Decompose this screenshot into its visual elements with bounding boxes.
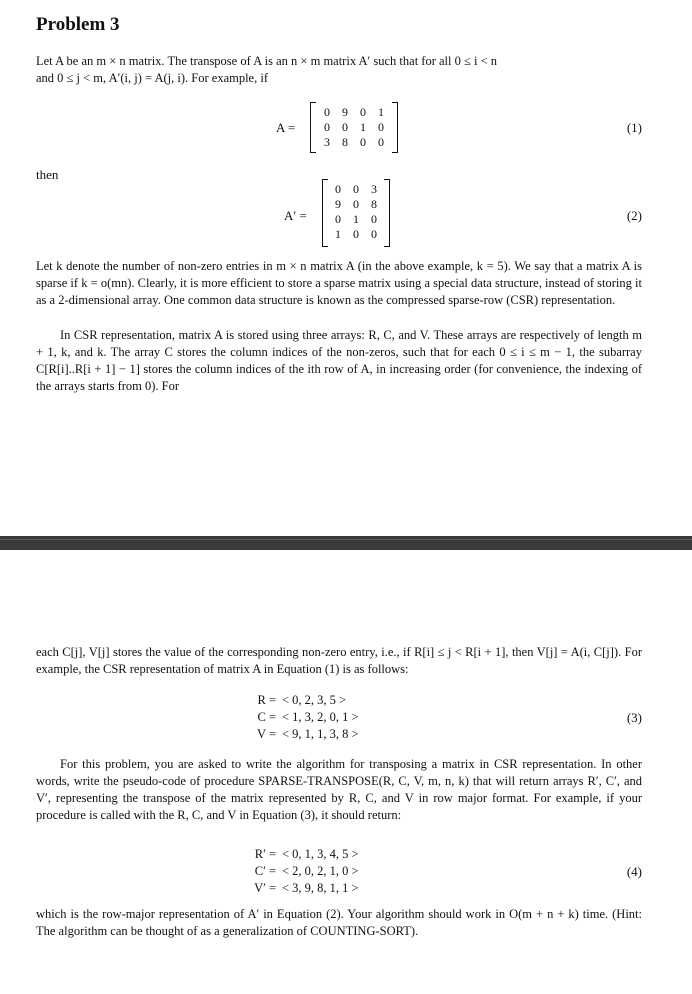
matrix-a-prime-row: [323, 197, 389, 212]
csr-a-prime-line: [246, 863, 359, 880]
matrix-a-cell: 0: [378, 135, 384, 149]
csr-a-name: R =: [257, 693, 276, 707]
matrix-a-prime-cell: 0: [335, 212, 341, 226]
matrix-a-cell: 1: [360, 120, 366, 134]
csr-a-prime-value: < 0, 1, 3, 4, 5 >: [282, 847, 359, 861]
csr-a-prime-line: [246, 846, 359, 863]
matrix-a-prime-row: [323, 212, 389, 227]
matrix-a-prime-cell: 3: [371, 182, 377, 196]
matrix-a-cell: 0: [378, 120, 384, 134]
matrix-a-prime-cell: 9: [335, 197, 341, 211]
then-text: then: [36, 167, 59, 182]
matrix-a-prime-cell: 8: [371, 197, 377, 211]
matrix-a-row: [311, 135, 397, 150]
matrix-a-cell: 0: [342, 120, 348, 134]
csr-a-line: [246, 692, 359, 709]
csr-a-value: < 0, 2, 3, 5 >: [282, 693, 347, 707]
csr-a-line: [246, 709, 359, 726]
matrix-a-row: [311, 105, 397, 120]
matrix-a-prime-cell: 0: [353, 182, 359, 196]
matrix-a-prime-cell: 1: [353, 212, 359, 226]
csr-a-prime-name: V′ =: [254, 881, 276, 895]
paragraph-csr: In CSR representation, matrix A is stored using three arrays: R, C, and V. These arrays are respectively of length m + 1, k, and k. The array C stores the column indices of the non-zeros, such that for each 0 ≤ i ≤ m − 1, the subarray C[R[i]..R[i + 1] − 1] stores the column indices of the ith row of A, in increasing order (for convenience, the indexing of the arrays starts from 0). For: [36, 328, 642, 393]
matrix-a-cell: 8: [342, 135, 348, 149]
intro-line-1: Let A be an m × n matrix. The transpose of A is an n × m matrix A′ such that for all 0 ≤ i < n: [36, 54, 497, 68]
matrix-a-cell: 0: [324, 105, 330, 119]
matrix-a-prime-label: A′ =: [284, 208, 307, 223]
csr-a-name: C =: [257, 710, 276, 724]
equation-number-1: (1): [626, 120, 642, 135]
csr-a-prime-value: < 2, 0, 2, 1, 0 >: [282, 864, 359, 878]
matrix-a-cell: 0: [324, 120, 330, 134]
paragraph-sparse: Let k denote the number of non-zero entries in m × n matrix A (in the above example, k = 5). We say that a matrix A is sparse if k = o(mn). Clearly, it is more efficient to store a sparse matrix using a special data structure, instead of storing it as a 2-dimensional array. One common data structure is known as the compressed sparse-row (CSR) representation.: [36, 259, 642, 307]
matrix-a-cell: 1: [378, 105, 384, 119]
matrix-a-prime-cell: 0: [335, 182, 341, 196]
matrix-a-prime-cell: 0: [371, 212, 377, 226]
csr-arrays-a-prime: [246, 846, 359, 897]
page-divider: [0, 536, 692, 550]
csr-a-value: < 1, 3, 2, 0, 1 >: [282, 710, 359, 724]
equation-number-2: (2): [626, 208, 642, 223]
csr-a-name: V =: [257, 727, 276, 741]
equation-number-3: (3): [626, 710, 642, 725]
matrix-a-prime-row: [323, 227, 389, 242]
csr-a-prime-line: [246, 880, 359, 897]
matrix-a-prime-cell: 1: [335, 227, 341, 241]
matrix-a-label: A =: [276, 120, 296, 135]
csr-a-line: [246, 726, 359, 743]
matrix-a-prime: [322, 179, 390, 247]
matrix-a-row: [311, 120, 397, 135]
matrix-a-prime-cell: 0: [371, 227, 377, 241]
csr-a-prime-value: < 3, 9, 8, 1, 1 >: [282, 881, 359, 895]
paragraph-each: each C[j], V[j] stores the value of the corresponding non-zero entry, i.e., if R[i] ≤ j < R[i + 1], then V[j] = A(i, C[j]). For example, the CSR representation of matrix A in Equation (1) is as follows:: [36, 645, 642, 676]
csr-a-value: < 9, 1, 1, 3, 8 >: [282, 727, 359, 741]
paragraph-task: For this problem, you are asked to write the algorithm for transposing a matrix in CSR representation. In other words, write the pseudo-code of procedure SPARSE-TRANSPOSE(R, C, V, m, n, k) that will return arrays R′, C′, and V′, representing the transpose of the matrix represented by R, C, and V in row major format. For example, if your procedure is called with the R, C, and V in Equation (3), it should return:: [36, 757, 642, 822]
paragraph-final: which is the row-major representation of A′ in Equation (2). Your algorithm should work in O(m + n + k) time. (Hint: The algorithm can be thought of as a generalization of COUNTING-SORT).: [36, 907, 642, 938]
matrix-a-cell: 0: [360, 105, 366, 119]
csr-a-prime-name: C′ =: [254, 864, 276, 878]
matrix-a-cell: 0: [360, 135, 366, 149]
page-bottom: [0, 550, 692, 994]
matrix-a-prime-cell: 0: [353, 197, 359, 211]
csr-arrays-a: [246, 692, 359, 743]
matrix-a-prime-row: [323, 182, 389, 197]
matrix-a-cell: 9: [342, 105, 348, 119]
problem-title: Problem 3: [36, 14, 120, 35]
csr-a-prime-name: R′ =: [254, 847, 276, 861]
intro-line-2: and 0 ≤ j < m, A′(i, j) = A(j, i). For example, if: [36, 71, 268, 85]
matrix-a: [310, 102, 398, 153]
equation-number-4: (4): [626, 864, 642, 879]
matrix-a-prime-cell: 0: [353, 227, 359, 241]
matrix-a-cell: 3: [324, 135, 330, 149]
